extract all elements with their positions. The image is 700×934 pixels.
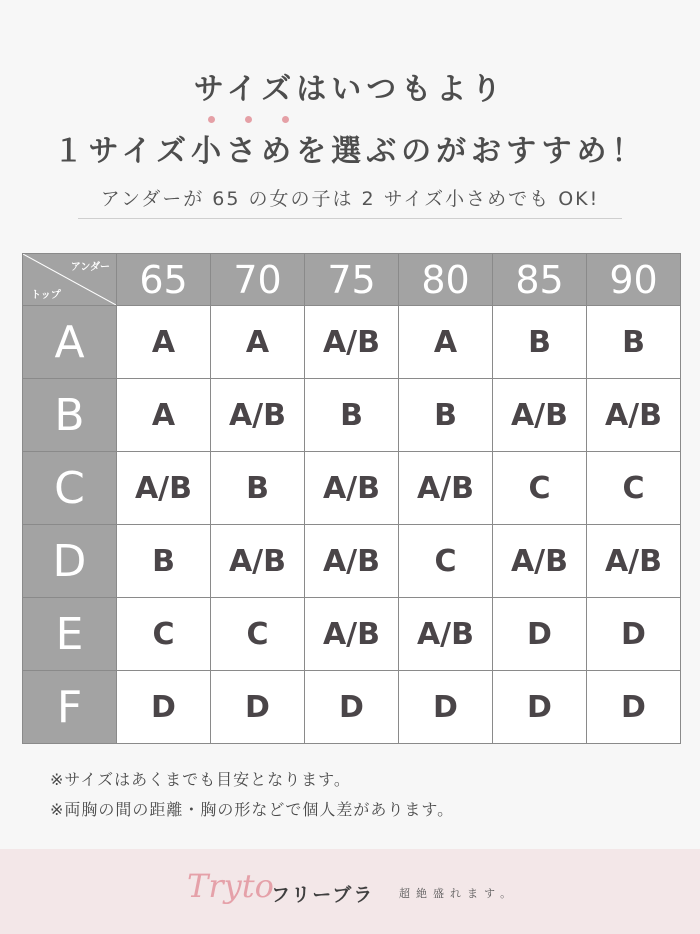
corner-cell <box>23 254 117 306</box>
header-row <box>23 254 681 306</box>
cup-header: D <box>23 525 117 598</box>
size-cell: A/B <box>305 452 399 525</box>
size-cell: C <box>211 598 305 671</box>
product-name: フリーブラ <box>271 884 375 906</box>
size-cell: B <box>305 379 399 452</box>
size-cell: A/B <box>587 525 681 598</box>
underbust-header: 80 <box>399 254 493 306</box>
size-cell: A <box>399 306 493 379</box>
headline-line-1: サイズはいつもより <box>193 72 507 107</box>
size-cell: A/B <box>493 379 587 452</box>
size-cell: D <box>305 671 399 744</box>
cup-header: F <box>23 671 117 744</box>
size-cell: A/B <box>399 452 493 525</box>
size-cell: C <box>587 452 681 525</box>
emphasis-dot <box>245 116 252 123</box>
cup-header: B <box>23 379 117 452</box>
size-cell: B <box>399 379 493 452</box>
cup-header: E <box>23 598 117 671</box>
size-cell: D <box>211 671 305 744</box>
underbust-header: 90 <box>587 254 681 306</box>
corner-label-top: トップ <box>31 290 61 301</box>
size-cell: A/B <box>211 379 305 452</box>
size-cell: A <box>211 306 305 379</box>
size-cell: A/B <box>399 598 493 671</box>
size-cell: A/B <box>587 379 681 452</box>
size-cell: A/B <box>211 525 305 598</box>
cup-header: C <box>23 452 117 525</box>
size-cell: D <box>399 671 493 744</box>
size-cell: B <box>117 525 211 598</box>
size-cell: A <box>117 379 211 452</box>
size-cell: D <box>493 671 587 744</box>
table-row <box>23 306 681 379</box>
table-row <box>23 379 681 452</box>
underbust-header: 65 <box>117 254 211 306</box>
divider <box>78 218 622 219</box>
size-cell: D <box>587 671 681 744</box>
table-row <box>23 525 681 598</box>
size-cell: A/B <box>117 452 211 525</box>
brand-logo: Tryto <box>187 867 274 905</box>
size-chart-table <box>22 253 681 744</box>
subheadline: アンダーが 65 の女の子は 2 サイズ小さめでも OK! <box>100 188 600 210</box>
size-cell: B <box>493 306 587 379</box>
underbust-header: 75 <box>305 254 399 306</box>
tagline: 超絶盛れます。 <box>399 887 518 900</box>
table-row <box>23 452 681 525</box>
size-cell: C <box>493 452 587 525</box>
size-cell: B <box>587 306 681 379</box>
note-line: ※両胸の間の距離・胸の形などで個人差があります。 <box>50 800 455 819</box>
table-row <box>23 671 681 744</box>
size-cell: B <box>211 452 305 525</box>
note-line: ※サイズはあくまでも目安となります。 <box>50 770 351 789</box>
underbust-header: 70 <box>211 254 305 306</box>
cup-header: A <box>23 306 117 379</box>
size-cell: A/B <box>305 525 399 598</box>
table-body <box>23 306 681 744</box>
footer-banner <box>0 849 700 934</box>
size-cell: A/B <box>493 525 587 598</box>
table-row <box>23 598 681 671</box>
underbust-header: 85 <box>493 254 587 306</box>
headline-line-2: １サイズ小さめを選ぶのがおすすめ！ <box>53 134 647 169</box>
size-cell: D <box>493 598 587 671</box>
size-cell: A/B <box>305 306 399 379</box>
size-cell: C <box>117 598 211 671</box>
size-cell: D <box>117 671 211 744</box>
corner-label-under: アンダー <box>70 262 110 273</box>
size-cell: C <box>399 525 493 598</box>
size-cell: A/B <box>305 598 399 671</box>
emphasis-dot <box>208 116 215 123</box>
emphasis-dot <box>282 116 289 123</box>
size-cell: A <box>117 306 211 379</box>
size-cell: D <box>587 598 681 671</box>
